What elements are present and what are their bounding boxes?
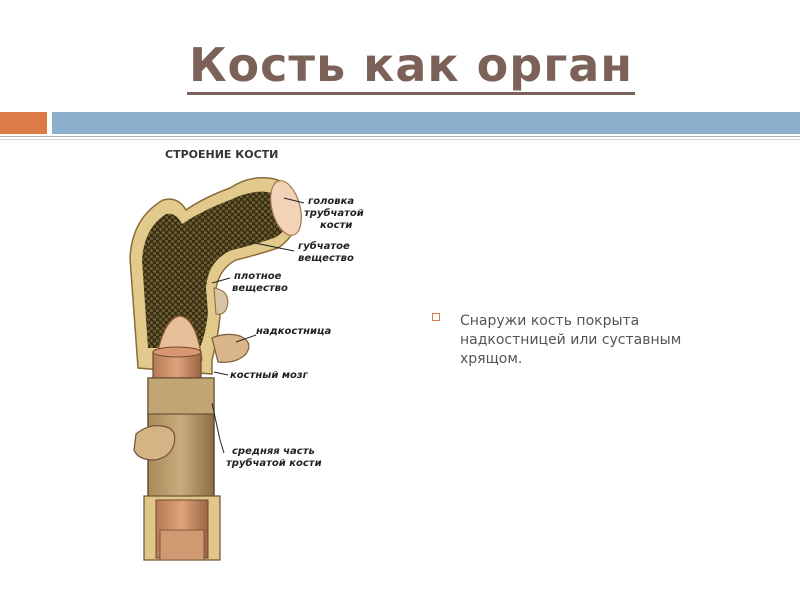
label-spongy-1: губчатое	[298, 241, 350, 252]
accent-bar-blue	[52, 112, 800, 134]
periosteum-flap	[212, 334, 249, 362]
marrow-lower-inner	[160, 530, 204, 560]
label-head-2: трубчатой	[304, 208, 364, 219]
label-head-3: кости	[320, 220, 353, 231]
label-periosteum: надкостница	[256, 326, 332, 337]
shaft-ring	[148, 378, 214, 414]
label-compact-1: плотное	[234, 271, 282, 282]
slide-title-text: Кость как орган	[187, 38, 635, 95]
bone-trochanter	[214, 288, 228, 314]
bone-illustration	[108, 138, 408, 578]
label-shaft-2: трубчатой кости	[226, 458, 322, 469]
label-spongy-2: вещество	[298, 253, 354, 264]
label-head-1: головка	[308, 196, 355, 207]
divider-line	[0, 136, 800, 137]
bullet-text: Снаружи кость покрыта надкостницей или суставным хрящом.	[460, 313, 682, 367]
bone-structure-diagram	[108, 138, 408, 578]
diagram-heading: СТРОЕНИЕ КОСТИ	[165, 148, 279, 161]
accent-bar-orange	[0, 112, 47, 134]
label-marrow: костный мозг	[230, 370, 308, 381]
bone-marrow-top	[153, 347, 201, 357]
label-shaft-1: средняя часть	[232, 446, 315, 457]
bullet-square-icon	[432, 313, 440, 321]
label-compact-2: вещество	[232, 283, 288, 294]
slide-title	[0, 38, 800, 92]
